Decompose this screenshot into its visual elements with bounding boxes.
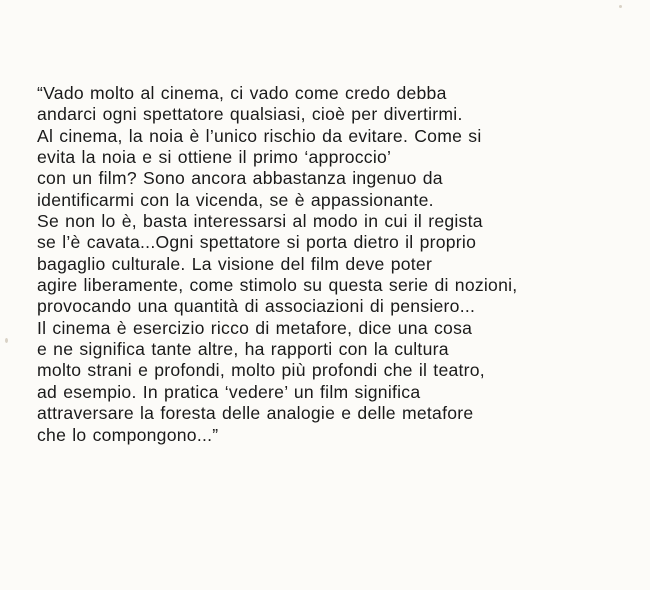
- quote-line: Il cinema è esercizio ricco di metafore, dice una cosa: [37, 317, 473, 338]
- quote-line: “Vado molto al cinema, ci vado come credo debba: [37, 83, 447, 103]
- quote-line: con un film? Sono ancora abbastanza ingenuo da: [37, 168, 443, 189]
- quote-line: se l’è cavata...Ogni spettatore si porta dietro il proprio: [37, 232, 477, 253]
- quote-line: che lo compongono...”: [37, 424, 219, 445]
- quote-block: [37, 83, 517, 446]
- quote-line: evita la noia e si ottiene il primo ‘approccio’: [37, 147, 392, 168]
- quote-line: bagaglio culturale. La visione del film deve poter: [37, 253, 433, 274]
- quote-line: identificarmi con la vicenda, se è appassionante.: [37, 189, 434, 210]
- quote-line: ad esempio. In pratica ‘vedere’ un film significa: [37, 381, 421, 402]
- quote-line: attraversare la foresta delle analogie e delle metafore: [37, 403, 474, 424]
- quote-line: Se non lo è, basta interessarsi al modo in cui il regista: [37, 211, 483, 232]
- quote-line: agire liberamente, come stimolo su questa serie di nozioni,: [37, 275, 518, 296]
- quote-line: andarci ogni spettatore qualsiasi, cioè per divertirmi.: [37, 104, 463, 125]
- paper-speck: [5, 338, 8, 343]
- quote-line: provocando una quantità di associazioni di pensiero...: [37, 296, 476, 317]
- quote-line: molto strani e profondi, molto più profondi che il teatro,: [37, 360, 485, 381]
- paper-speck: [619, 5, 622, 8]
- quote-line: e ne significa tante altre, ha rapporti con la cultura: [37, 339, 449, 360]
- quote-line: Al cinema, la noia è l’unico rischio da evitare. Come si: [37, 125, 482, 146]
